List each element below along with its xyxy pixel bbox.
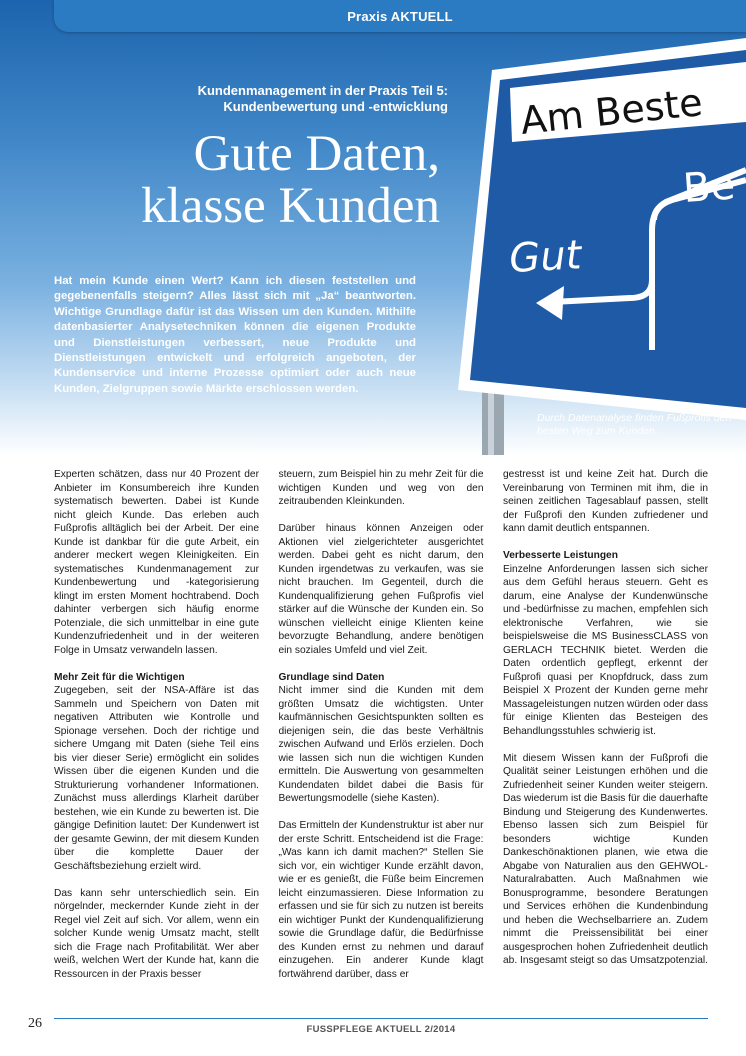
paragraph: Zugegeben, seit der NSA-Affäre ist das Sammeln und Speichern von Daten mit negativen Attributen wie Kontrolle und Spionage versehen. Doch der richtige und sichere Umgang mit Daten (siehe Teil eins bis vier dieser Serie) ermöglicht ein solides Wissen über die eigenen Kunden und die Strukturierung vorhandener Informationen. Zunächst muss allerdings Klarheit darüber bestehen, wie ein Kunde zu bewerten ist. Die gängige Definition lautet: Der Kundenwert ist der gesamte Gewinn, der mit diesem Kunden über die komplette Dauer der Geschäftsbeziehung erzielt wird. <box>54 685 259 872</box>
paragraph: Experten schätzen, dass nur 40 Prozent der Anbieter im Konsumbereich ihre Kunden systematisch bewerten. Dabei ist Kunde nicht gleich Kunde. Das erleben auch Fußprofis alltäglich bei der Arbeit. Der eine Kunde ist dankbar für die gute Arbeit, ein anderer meckert wegen Kleinigkeiten. Ein systematisches Kundenmanagement zur Kundenbewertung und -kategorisierung klingt im ersten Moment hochtrabend. Doch dahinter verbergen sich häufig enorme Potenziale, die sich unmittelbar in eine gute Kundenzufriedenheit und in der weiteren Folge in Umsatz verwandeln lassen. <box>54 469 259 656</box>
subheading: Verbesserte Leistungen <box>503 550 618 561</box>
paragraph: Mit diesem Wissen kann der Fußprofi die Qualität seiner Leistungen erhöhen und die Zufriedenheit seiner Kunden weiter steigern. Das wiederum ist die Basis für die dauerhafte Bindung und Steigerung des Kundenwertes. Ebenso lassen sich zum Beispiel für besonders wichtige Kunden Dankeschönaktionen planen, wie etwa die Abgabe von Naturalien aus den GEHWOL-Naturalrabatten. Auch Maßnahmen wie Bonusprogramme, besondere Beratungen und Services erhöhen die Kundenbindung und heben die Wechselbarriere an. Zudem nimmt die Preissensibilität bei einer ausgesprochen hohen Zufriedenheit deutlich ab. Insgesamt steigt so das Umsatzpotenzial. <box>503 752 708 966</box>
paragraph: Einzelne Anforderungen lassen sich sicher aus dem Gefühl heraus steuern. Geht es darum, eine Analyse der Kundenwünsche und -bedürfnisse zu machen, empfehlen sich elektronische Verfahren, wie sie beispielsweise die MS BusinessCLASS von GERLACH TECHNIK bietet. Werden die Daten ordentlich gepflegt, erkennt der Fußprofi quasi per Knopfdruck, dass zum Beispiel X Prozent der Kunden gerne mehr Massageleistungen nutzen würden oder dass für einige Klienten das Besteigen des Behandlungsstuhles schwierig ist. <box>503 563 709 737</box>
body-column-1 <box>54 468 259 1000</box>
section-header-bar <box>54 0 746 32</box>
subheading: Grundlage sind Daten <box>278 671 385 683</box>
article-title <box>40 128 440 232</box>
hero-section <box>0 0 746 455</box>
section-label: Praxis AKTUELL <box>347 8 453 24</box>
body-column-2 <box>279 468 484 1000</box>
sign-right-text: Be <box>681 162 737 212</box>
page-number: 26 <box>28 1016 42 1031</box>
paragraph: Das kann sehr unterschiedlich sein. Ein nörgelnder, meckernder Kunde zieht in der Regel viel Zeit auf sich. Vor allem, wenn ein solcher Kunde wenig Umsatz macht, stellt sich die Frage nach Profitabilität. Wer aber weiß, welchen Wert der Kunde hat, kann die Ressourcen in der Praxis besser <box>54 887 259 980</box>
article-lead: Hat mein Kunde einen Wert? Kann ich diesen feststellen und gegebenenfalls steigern? Alles lässt sich mit „Ja“ beantworten. Wichtige Grundlage dafür ist das Wissen um den Kunden. Mithilfe datenbasierter Analysetechniken können die eigenen Produkte und Dienstleistungen verbessert, neue Produkte und Dienstleistungen entwickelt und erfolgreich angeboten, der Kundenservice und interne Prozesse optimiert oder auch neue Kunden, Zielgruppen sowie Märkte erschlossen werden. <box>54 275 416 395</box>
road-sign-illustration <box>440 30 746 455</box>
footer-divider <box>54 1018 708 1019</box>
paragraph: Nicht immer sind die Kunden mit dem größten Umsatz die wichtigsten. Unter kaufmännischen Gesichtspunkten sollten es diejenigen sein, die das beste Verhältnis zwischen Aufwand und Erlös erzielen. Doch wie lassen sich nun die wichtigen Kunden ermitteln. Die Auswertung von gesammelten Kundendaten bildet dabei die Basis für Bewertungsmodelle (siehe Kasten). <box>278 685 484 804</box>
article-body <box>54 468 708 1000</box>
title-line-2: klasse Kunden <box>141 178 440 234</box>
kicker-line-1: Kundenmanagement in der Praxis Teil 5: <box>197 83 448 98</box>
paragraph: Darüber hinaus können Anzeigen oder Aktionen viel zielgerichteter ausgerichtet werden. Dabei geht es nicht darum, den Kunden irgendetwas zu verkaufen, was sie nicht brauchen. Im Gegenteil, durch die Kundenqualifizierung gehen Fußprofis viel stärker auf die Wünsche der Kunden ein. So wünschen vielleicht einige Klienten keine bevorzugte Behandlung, andere benötigen ein soziales Umfeld und viel Zeit. <box>278 523 484 656</box>
kicker-line-2: Kundenbewertung und -entwicklung <box>223 99 448 114</box>
sign-left-text: Gut <box>508 232 583 282</box>
publication-footer: FUSSPFLEGE AKTUELL 2/2014 <box>306 1024 456 1035</box>
article-kicker <box>120 83 448 115</box>
body-column-3 <box>503 468 708 1000</box>
paragraph: Das Ermitteln der Kundenstruktur ist aber nur der erste Schritt. Entscheidend ist die Frage: „Was kann ich damit machen?“ Stellen Sie sich vor, ein wichtiger Kunde erzählt davon, wie er es genießt, die Füße beim Eincremen leicht einzumassieren. Diese Information zu erfassen und sie für sich zu nutzen ist bereits ein wichtiger Punkt der Kundenqualifizierung sowie die Grundlage dafür, die Bedürfnisse des Kunden ernst zu nehmen und darauf einzugehen. Ein anderer Kunde klagt fortwährend darüber, dass er <box>278 820 484 980</box>
title-line-1: Gute Daten, <box>193 126 440 182</box>
subheading: Mehr Zeit für die Wichtigen <box>54 671 185 683</box>
paragraph: steuern, zum Beispiel hin zu mehr Zeit für die wichtigen Kunden und weg von den zeitraubenden Kleinkunden. <box>278 469 484 507</box>
paragraph: gestresst ist und keine Zeit hat. Durch die Vereinbarung von Terminen mit ihm, die in seinen zeitlichen Tagesablauf passen, stellt der Fußprofi den Kunden zufriedener und kann damit deutlich entspannen. <box>503 469 708 534</box>
sign-top-text: Am Beste <box>518 80 705 143</box>
image-caption: Durch Datenanalyse finden Fußprofis den besten Weg zum Kunden. <box>537 412 732 437</box>
